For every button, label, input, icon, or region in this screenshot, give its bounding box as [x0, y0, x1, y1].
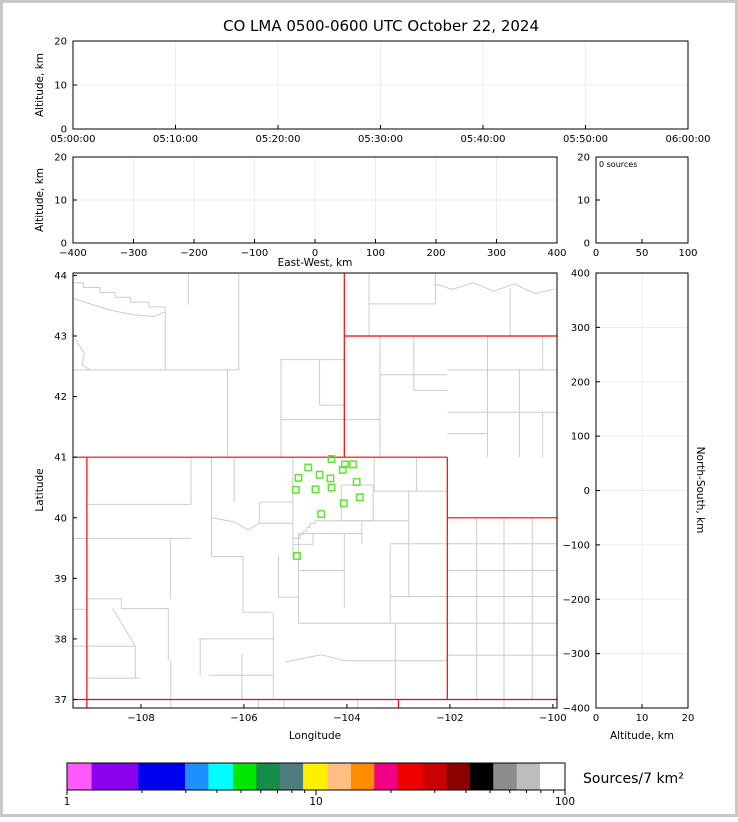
- colorbar-segment: [397, 763, 424, 790]
- y-tick-label: 39: [54, 573, 67, 585]
- y-tick-label: −100: [562, 540, 590, 552]
- x-tick-label: −100: [539, 713, 567, 724]
- x-tick-label: −400: [59, 248, 87, 259]
- y-tick-label: 41: [54, 452, 67, 464]
- y-tick-label: 0: [583, 486, 590, 497]
- y-tick-label: 0: [60, 124, 67, 136]
- x-tick-label: 100: [678, 248, 698, 259]
- y-tick-label: 37: [54, 695, 67, 707]
- x-tick-label: −102: [436, 713, 464, 724]
- y-tick-label: 10: [54, 195, 67, 207]
- y-tick-label: 40: [54, 513, 67, 525]
- colorbar-segment: [138, 763, 185, 790]
- y-tick-label: 20: [577, 152, 590, 164]
- y-tick-label: −200: [562, 594, 590, 606]
- colorbar-segment: [540, 763, 566, 790]
- y-tick-label: 20: [54, 36, 67, 48]
- colorbar-segment: [208, 763, 233, 790]
- y-tick-label: 200: [570, 377, 590, 389]
- colorbar-segment: [351, 763, 375, 790]
- x-tick-label: −100: [240, 248, 269, 259]
- x-tick-label: 0: [311, 248, 319, 259]
- y-tick-label: 38: [54, 634, 67, 646]
- colorbar-segment: [280, 763, 304, 790]
- x-tick-label: 0: [592, 713, 600, 724]
- figure-title: CO LMA 0500-0600 UTC October 22, 2024: [222, 17, 540, 35]
- colorbar-segment: [374, 763, 397, 790]
- x-tick-label: 05:20:00: [255, 134, 301, 145]
- y-tick-label: 0: [583, 238, 590, 250]
- y-tick-label: 10: [577, 195, 590, 207]
- x-tick-label: 300: [486, 248, 507, 259]
- x-tick-label: −106: [230, 713, 258, 724]
- y-tick-label: −300: [562, 649, 590, 661]
- x-tick-label: 20: [681, 713, 695, 724]
- colorbar-tick-label: 100: [554, 796, 576, 808]
- y-label-time-panel: Altitude, km: [34, 52, 46, 118]
- x-tick-label: 50: [635, 248, 649, 259]
- x-tick-label: −300: [119, 248, 148, 259]
- x-tick-label: 100: [365, 248, 386, 259]
- x-tick-label: 05:30:00: [358, 134, 403, 145]
- y-label-ns-panel: North-South, km: [694, 446, 706, 534]
- x-tick-label: 05:10:00: [153, 134, 198, 145]
- x-tick-label: 05:00:00: [50, 134, 96, 145]
- colorbar-segment: [67, 763, 92, 790]
- y-tick-label: 300: [570, 322, 590, 334]
- histogram-source-count: 0 sources: [599, 160, 638, 169]
- y-tick-label: 20: [54, 152, 67, 164]
- x-tick-label: −200: [180, 248, 208, 259]
- x-label-ew-panel: East-West, km: [277, 257, 353, 269]
- colorbar-segment: [470, 763, 494, 790]
- x-tick-label: −108: [127, 713, 155, 724]
- x-label-map: Longitude: [288, 730, 342, 742]
- colorbar-segment: [493, 763, 517, 790]
- x-tick-label: 06:00:00: [665, 134, 711, 145]
- y-label-ew-panel: Altitude, km: [34, 167, 46, 233]
- y-tick-label: 10: [54, 80, 67, 92]
- colorbar-tick-label: 10: [309, 796, 323, 808]
- colorbar-segment: [447, 763, 471, 790]
- x-tick-label: 05:40:00: [460, 134, 506, 145]
- x-tick-label: −104: [333, 713, 361, 724]
- colorbar-segment: [185, 763, 209, 790]
- colorbar-segment: [233, 763, 257, 790]
- colorbar-segment: [92, 763, 139, 790]
- y-tick-label: 43: [54, 331, 67, 343]
- colorbar-segment: [256, 763, 280, 790]
- y-tick-label: −400: [562, 703, 590, 715]
- colorbar-tick-label: 1: [63, 796, 71, 808]
- colorbar-segment: [517, 763, 541, 790]
- x-tick-label: 200: [426, 248, 446, 259]
- y-tick-label: 0: [60, 238, 67, 250]
- colorbar-segment: [328, 763, 352, 790]
- x-tick-label: 0: [592, 248, 600, 259]
- colorbar-segment: [423, 763, 447, 790]
- y-tick-label: 44: [54, 270, 67, 282]
- colorbar-segment: [303, 763, 328, 790]
- x-tick-label: 05:50:00: [563, 134, 608, 145]
- x-tick-label: 10: [635, 713, 649, 724]
- y-label-map: Latitude: [34, 468, 46, 512]
- x-label-ns-panel: Altitude, km: [609, 730, 675, 742]
- y-tick-label: 42: [54, 392, 67, 404]
- y-tick-label: 400: [570, 268, 590, 280]
- colorbar-label: Sources/7 km²: [583, 771, 684, 787]
- y-tick-label: 100: [570, 431, 590, 443]
- x-tick-label: 400: [547, 248, 567, 259]
